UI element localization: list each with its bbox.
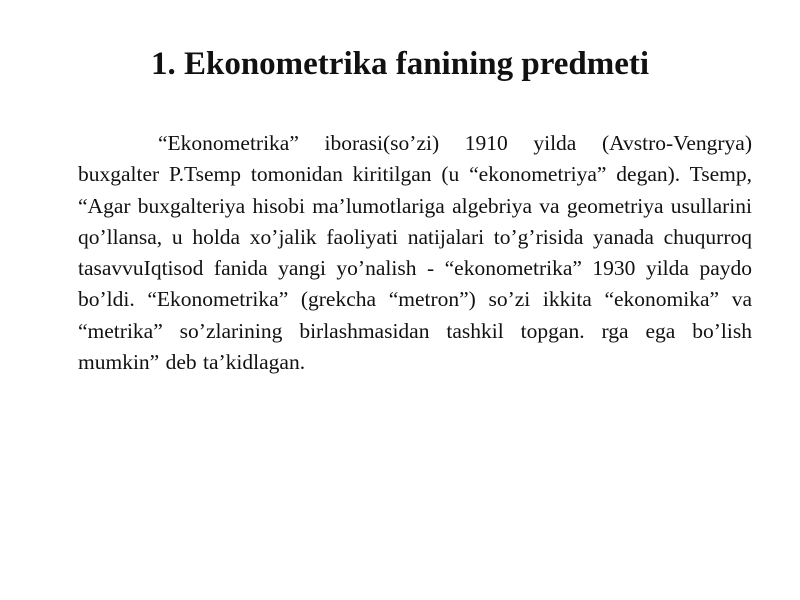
slide-title: 1. Ekonometrika fanining predmeti: [150, 46, 650, 82]
slide-paragraph: “Ekonometrika” iborasi(so’zi) 1910 yilda (Avstro-Vengrya) buxgalter P.Tsemp tomonidan kiritilgan (u “ekonometriya” degan). Tsemp, “Agar buxgalteriya hisobi ma’lumotlariga algebriya va geometriya usullarini qo’llansa, u holda xo’jalik faoliyati natijalari to’g’risida yanada chuqurroq tasavvuIqtisod fanida yangi yo’nalish - “ekonometrika” 1930 yilda paydo bo’ldi. “Ekonometrika” (grekcha “metron”) so’zi ikkita “ekonomika” va “metrika” so’zlarining birlashmasidan tashkil topgan. rga ega bo’lish mumkin” deb ta’kidlagan.: [78, 131, 752, 375]
